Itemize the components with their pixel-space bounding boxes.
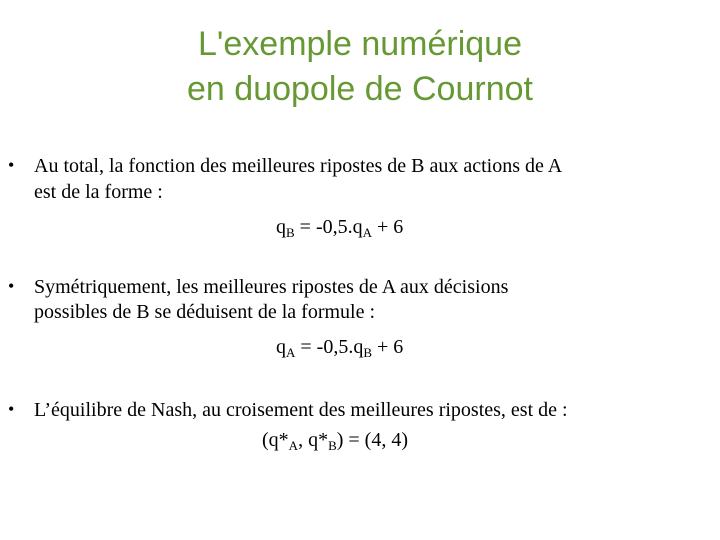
formula-3-part-2: , q* (298, 429, 329, 451)
formula-3-part-1: (q* (262, 429, 289, 451)
bullet-1-formula (276, 215, 403, 239)
formula-1-sub-2: A (362, 225, 373, 240)
bullet-3-formula (262, 428, 408, 452)
formula-3-sub-2: B (328, 438, 337, 453)
formula-3-part-3: ) = (4, 4) (336, 429, 408, 451)
formula-2-part-1: q (276, 336, 286, 358)
formula-1-sub-1: B (286, 225, 295, 240)
formula-1-part-2: = -0,5.q (294, 216, 363, 238)
title-line-2: en duopole de Cournot (187, 70, 533, 108)
formula-2-sub-2: B (363, 345, 373, 360)
formula-3-sub-1: A (288, 438, 299, 453)
formula-1-part-3: + 6 (372, 216, 404, 238)
bullet-1-line-1: Au total, la fonction des meilleures ripostes de B aux actions de A (34, 155, 563, 177)
bullet-2-line-1: Symétriquement, les meilleures ripostes de A aux décisions (34, 276, 509, 298)
bullet-2-marker: • (8, 276, 15, 296)
bullet-1-line-2: est de la forme : (34, 181, 163, 203)
bullet-2-line-2: possibles de B se déduisent de la formule : (34, 301, 376, 323)
bullet-2-formula (276, 335, 403, 359)
formula-2-part-3: + 6 (372, 336, 404, 358)
bullet-1-marker: • (8, 155, 15, 175)
formula-2-sub-1: A (286, 345, 296, 360)
title-line-1: L'exemple numérique (197, 25, 522, 63)
bullet-3-line-1: L’équilibre de Nash, au croisement des meilleures ripostes, est de : (34, 399, 568, 421)
bullet-3-marker: • (8, 399, 15, 419)
formula-2-part-2: = -0,5.q (295, 336, 364, 358)
formula-1-part-1: q (276, 216, 286, 238)
